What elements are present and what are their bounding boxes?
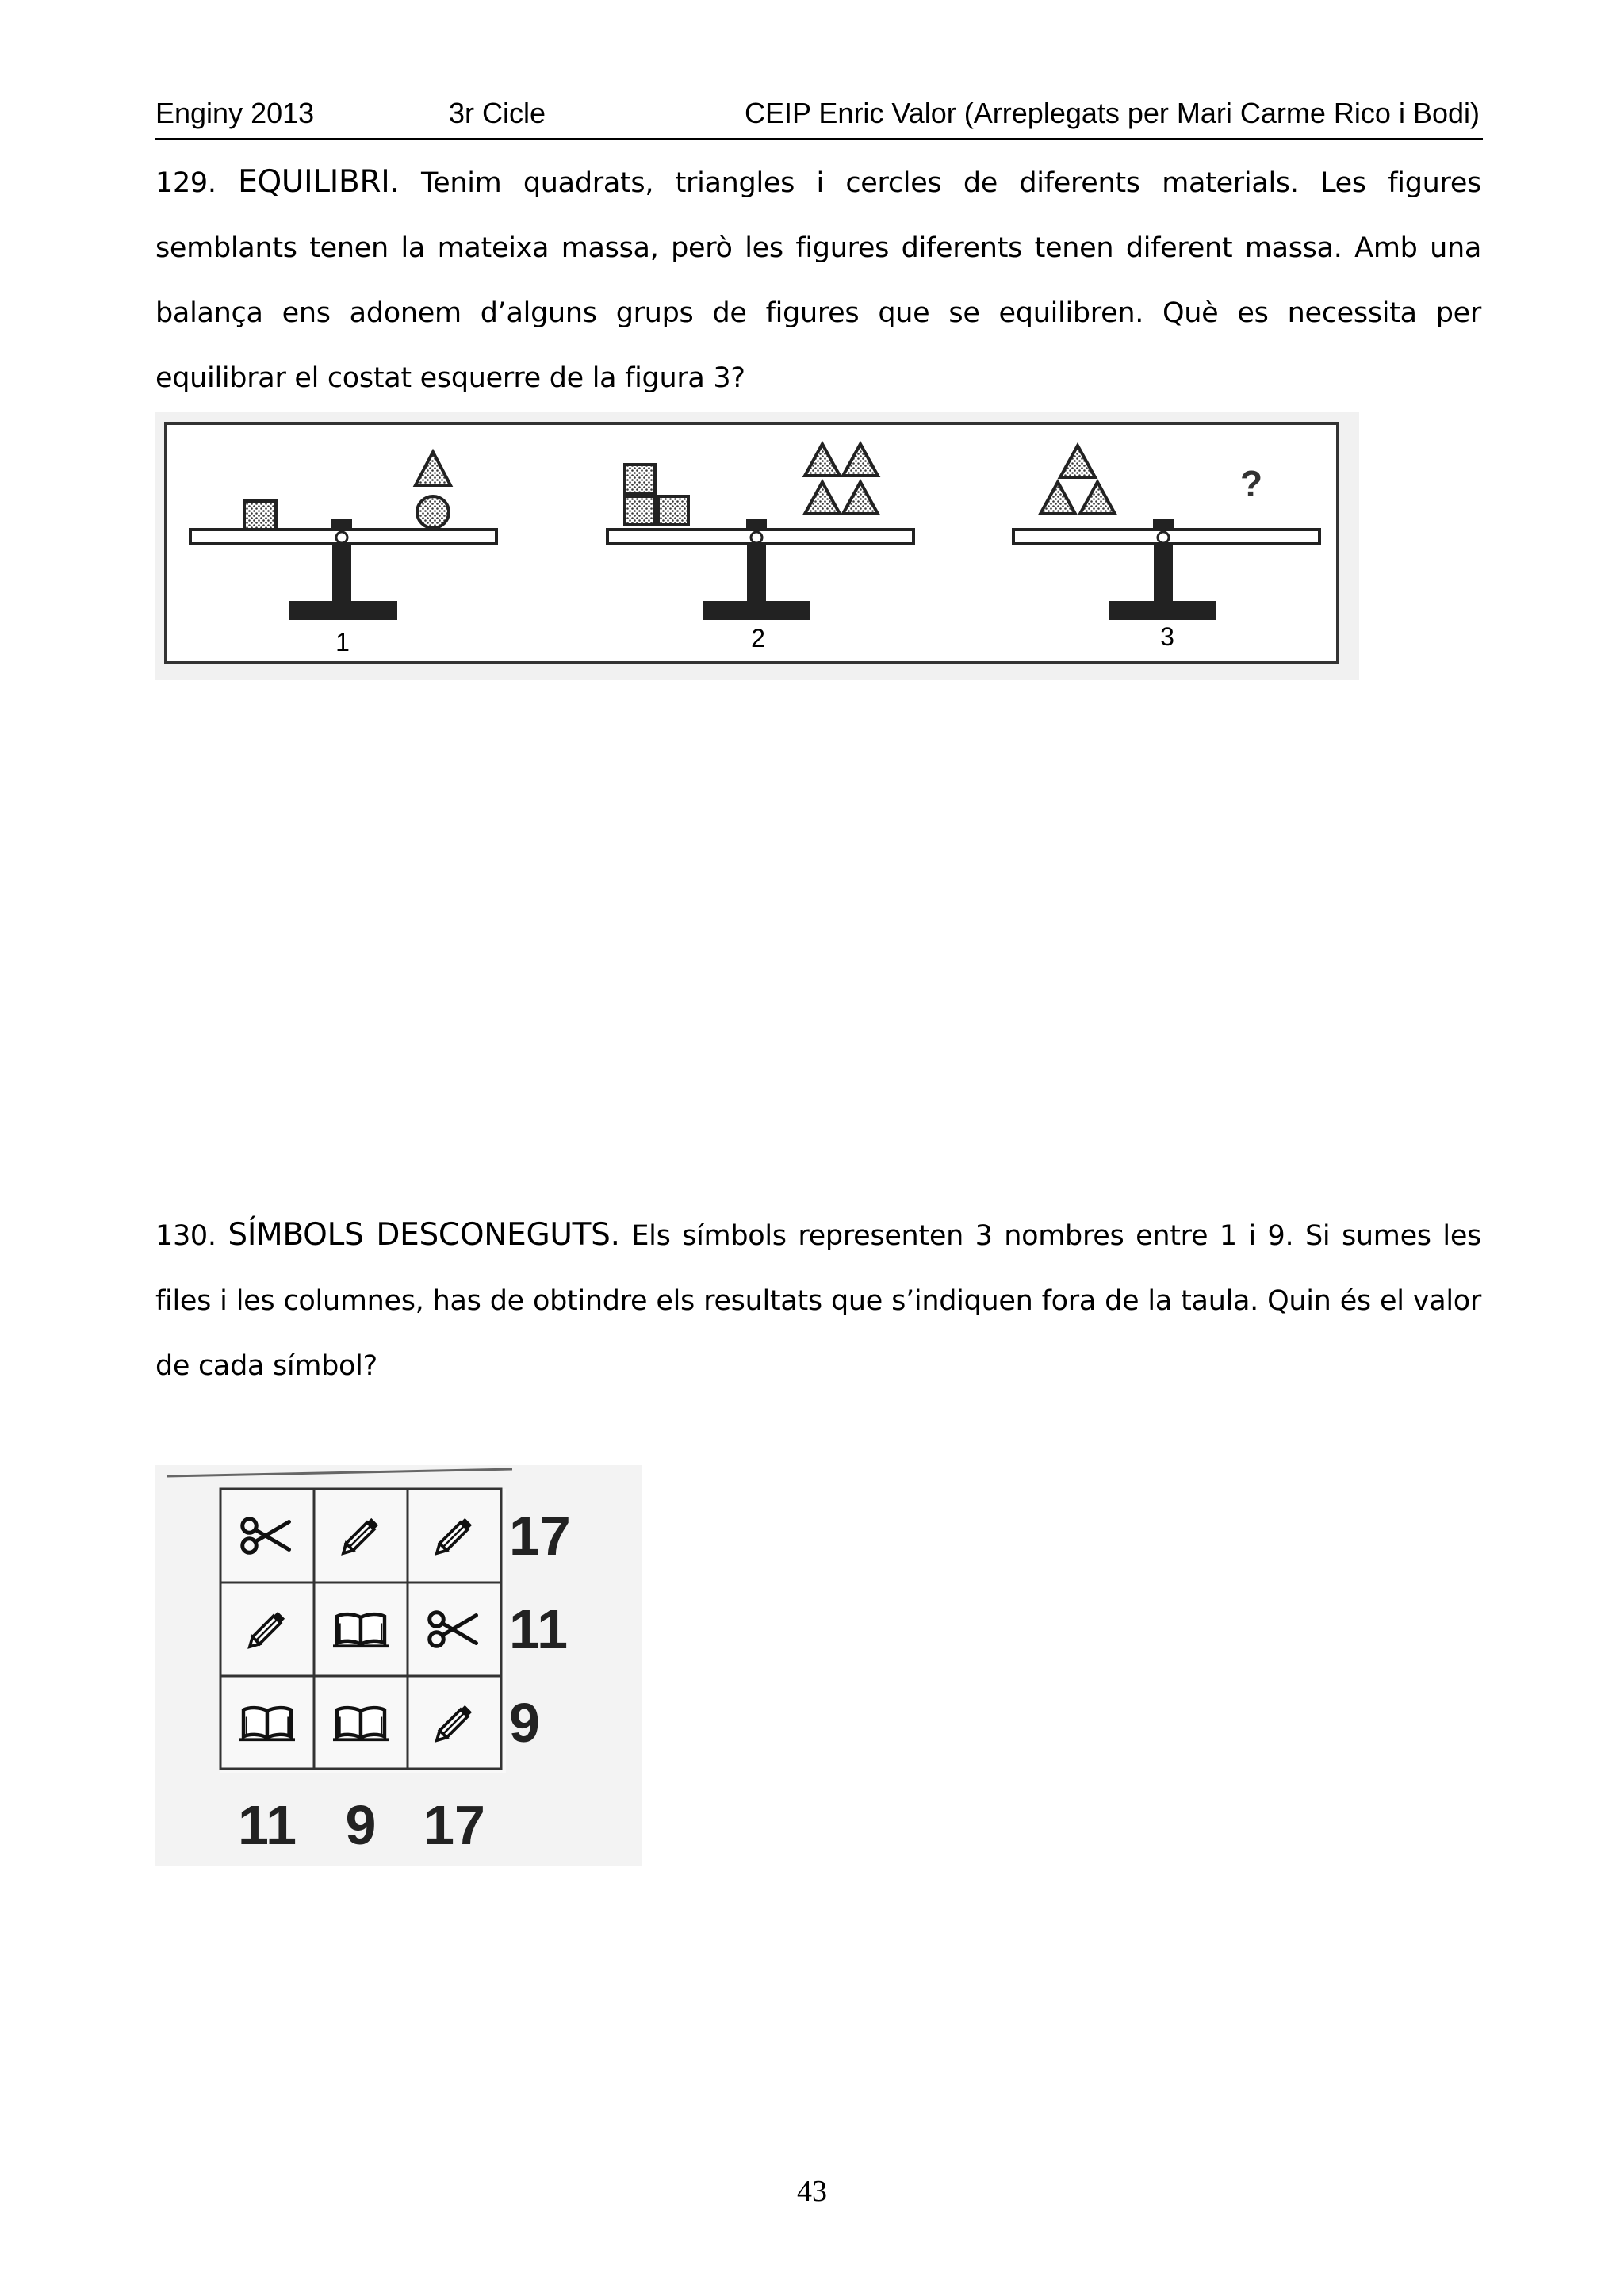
problem-130-title: SÍMBOLS DESCONEGUTS. — [228, 1217, 620, 1253]
page-header — [155, 94, 1483, 140]
problem-130-body: Els símbols representen 3 nombres entre 1 i 9. Si sumes les files i les columnes, has de obtindre els resultats que s’indiquen fora de la taula. Quin és el valor de cada símbol? — [155, 1220, 1481, 1382]
book-icon — [239, 1708, 295, 1739]
figure-label-1: 1 — [335, 628, 350, 656]
problem-129-text — [155, 150, 1481, 411]
symbol-grid-figure — [155, 1465, 642, 1866]
scale-base — [289, 601, 397, 620]
square-icon — [244, 501, 276, 530]
column-sum: 9 — [345, 1794, 377, 1856]
problem-129-body: Tenim quadrats, triangles i cercles de diferents materials. Les figures semblants tenen la mateixa massa, però les figures diferents tenen diferent massa. Amb una balança ens adonem d’alguns grups de figures que se equilibren. Què es necessita per equilibrar el costat esquerre de la figura 3? — [155, 167, 1482, 394]
question-mark: ? — [1239, 463, 1263, 504]
figure-label-2: 2 — [751, 624, 765, 652]
row-sum: 9 — [509, 1692, 540, 1754]
column-sum: 11 — [238, 1794, 297, 1856]
row-sum: 11 — [509, 1598, 568, 1660]
header-cycle: 3r Cicle — [449, 97, 546, 129]
book-icon — [333, 1708, 389, 1739]
divider — [167, 1469, 512, 1476]
scale-pivot — [331, 519, 352, 530]
header-title: Enginy 2013 — [155, 97, 315, 129]
row-sum: 17 — [509, 1505, 571, 1567]
problem-130-text — [155, 1203, 1481, 1399]
figure-label-3: 3 — [1160, 622, 1174, 651]
square-icon — [625, 496, 655, 525]
balance-scales-figure — [155, 412, 1359, 680]
square-icon — [625, 465, 655, 493]
circle-icon — [417, 496, 449, 528]
problem-129-number: 129. — [155, 167, 216, 199]
scale-pivot — [1153, 519, 1174, 530]
book-icon — [333, 1614, 389, 1646]
page-number: 43 — [797, 2175, 827, 2208]
column-sum: 17 — [423, 1794, 485, 1856]
scale-pivot — [746, 519, 767, 530]
scale-base — [703, 601, 810, 620]
problem-129-title: EQUILIBRI. — [238, 164, 400, 200]
header-school: CEIP Enric Valor (Arreplegats per Mari Carme Rico i Bodi) — [745, 97, 1480, 129]
scale-base — [1109, 601, 1216, 620]
square-icon — [658, 496, 688, 525]
problem-130-number: 130. — [155, 1220, 216, 1252]
